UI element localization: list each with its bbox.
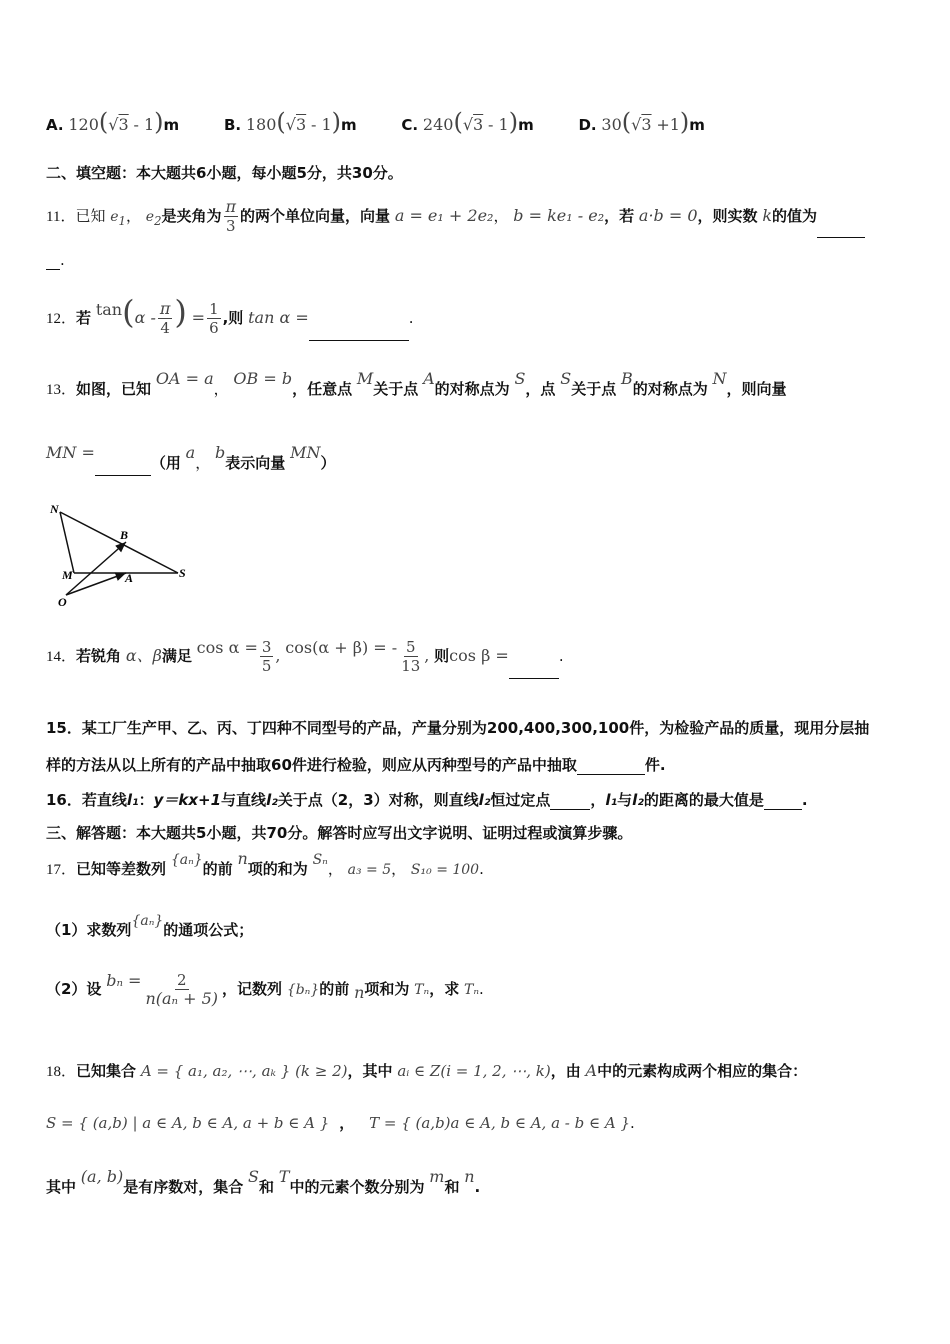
question-15-line1: 15．某工厂生产甲、乙、丙、丁四种不同型号的产品，产量分别为200,400,300,100件，为检验产品的质量，现用分层抽 xyxy=(46,719,870,737)
vector-ob xyxy=(66,542,126,595)
answer-blank xyxy=(764,809,802,810)
answer-blank xyxy=(577,774,645,775)
option-b: B. 180(√3 - 1)m xyxy=(223,108,357,136)
vector-figure xyxy=(46,498,196,612)
question-11: 11．已知 $e_1$， $e_2$是夹角为 $\frac{\pi}{3}$ 的两个单位向量，向量 a = e₁ + 2e₂， b = ke₁ - e₂，若 a·b = 0，则实数 k的值为 xyxy=(46,198,865,232)
answer-blank xyxy=(817,237,865,238)
segment-n-s xyxy=(60,512,178,573)
question-18: 18．已知集合 A = { a₁, a₂, ⋯, aₖ } (k ≥ 2)，其中 aᵢ ∈ Z(i = 1, 2, ⋯, k)，由 A中的元素构成两个相应的集合： xyxy=(46,1061,808,1080)
answer-blank xyxy=(550,809,590,810)
option-d: D. 30(√3 +1)m xyxy=(578,108,705,136)
question-17: 17．已知等差数列 {aₙ}的前 n项的和为 Sₙ， a₃ = 5， S₁₀ = 100. xyxy=(46,849,484,878)
label-s: S xyxy=(179,566,186,580)
question-13: 13．如图，已知 OA = a， OB = b，任意点 M关于点 A的对称点为 S，点 S关于点 B的对称点为 N，则向量 xyxy=(46,369,787,398)
question-18-tail: 其中 (a, b)是有序数对，集合 S和 T中的元素个数分别为 m和 n. xyxy=(46,1167,481,1196)
label-o: O xyxy=(58,595,67,609)
section-3-heading: 三、解答题：本大题共5小题，共70分。解答时应写出文字说明、证明过程或演算步骤。 xyxy=(46,824,633,842)
question-16: 16．若直线l₁：y＝kx+1与直线l₂关于点（2，3）对称，则直线l₂恒过定点 ，l₁与l₂的距离的最大值是 . xyxy=(46,791,808,809)
option-a: A. 120(√3 - 1)m xyxy=(46,108,180,136)
vector-oa xyxy=(66,573,126,595)
answer-blank xyxy=(95,475,151,476)
label-b: B xyxy=(120,528,129,542)
question-17-part2: （2）设 bₙ = $\frac{2}{\text{n(aₙ + 5)}}$ ，记数列 {bₙ}的前 n项和为 Tₙ，求 Tₙ. xyxy=(46,971,484,1008)
question-17-part1: （1）求数列{aₙ}的通项公式； xyxy=(46,913,254,939)
option-c: C. 240(√3 - 1)m xyxy=(401,108,534,136)
label-m: M xyxy=(62,568,73,582)
question-12: 12．若 tan(α - $\frac{\pi}{4}$ ) = $\frac{1}{6}$ ,则 tan α = . xyxy=(46,290,414,334)
question-11-tail: . xyxy=(46,250,65,270)
label-a: A xyxy=(125,571,134,585)
answer-blank xyxy=(509,678,559,679)
answer-blank xyxy=(309,340,409,341)
question-18-sets: S = { (a,b) | a ∈ A, b ∈ A, a + b ∈ A } ， T = { (a,b)a ∈ A, b ∈ A, a - b ∈ A }. xyxy=(46,1114,635,1132)
answer-blank xyxy=(46,269,60,270)
label-n: N xyxy=(50,502,59,516)
segment-n-m xyxy=(60,512,74,573)
q10-options xyxy=(46,108,745,142)
question-14: 14．若锐角 α、β满足 cos α = $\frac{3}{5}$ , cos(α + β) = - $\frac{5}{13}$ , 则cos β = . xyxy=(46,634,564,678)
question-13-line2: MN =（用 a， b表示向量 MN） xyxy=(46,450,335,476)
section-2-heading: 二、填空题：本大题共6小题，每小题5分，共30分。 xyxy=(46,164,403,182)
question-15-line2: 样的方法从以上所有的产品中抽取60件进行检验，则应从丙种型号的产品中抽取 件. xyxy=(46,756,666,774)
